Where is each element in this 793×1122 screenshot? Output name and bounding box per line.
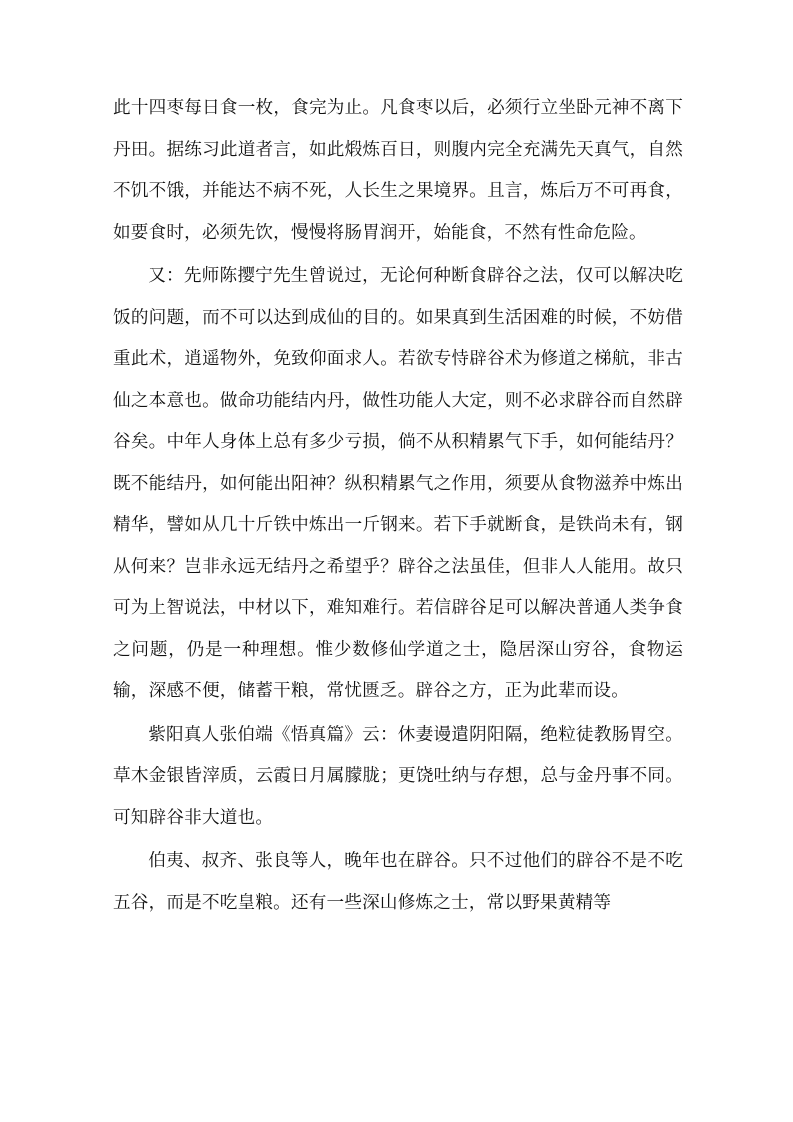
page-body — [113, 88, 683, 926]
paragraph: 此十四枣每日食一枚，食完为止。凡食枣以后，必须行立坐卧元神不离下丹田。据练习此道者言，如此煅炼百日，则腹内完全充满先天真气，自然不饥不饿，并能达不病不死，人长生之果境界。且言，炼后万不可再食，如要食时，必须先饮，慢慢将肠胃润开，始能食，不然有性命危险。 — [113, 98, 683, 243]
paragraph: 伯夷、叔齐、张良等人，晚年也在辟谷。只不过他们的辟谷不是不吃五谷，而是不吃皇粮。还有一些深山修炼之士，常以野果黄精等 — [113, 851, 683, 913]
paragraph: 又：先师陈撄宁先生曾说过，无论何种断食辟谷之法，仅可以解决吃饭的问题，而不可以达到成仙的目的。如果真到生活困难的时候，不妨借重此术，逍遥物外，免致仰面求人。若欲专恃辟谷术为修道之梯航，非古仙之本意也。做命功能结内丹，做性功能人大定，则不必求辟谷而自然辟谷矣。中年人身体上总有多少亏损，倘不从积精累气下手，如何能结丹？既不能结丹，如何能出阳神？纵积精累气之作用，须要从食物滋养中炼出精华，譬如从几十斤铁中炼出一斤钢来。若下手就断食，是铁尚未有，钢从何来？岂非永远无结丹之希望乎？辟谷之法虽佳，但非人人能用。故只可为上智说法，中材以下，难知难行。若信辟谷足可以解决普通人类争食之问题，仍是一种理想。惟少数修仙学道之士，隐居深山穷谷，食物运输，深感不便，储蓄干粮，常忧匮乏。辟谷之方，正为此辈而设。 — [113, 266, 683, 701]
paragraph: 紫阳真人张伯端《悟真篇》云：休妻谩遣阴阳隔，绝粒徒教肠胃空。草木金银皆滓质，云霞日月属朦胧；更饶吐纳与存想，总与金丹事不同。可知辟谷非大道也。 — [113, 724, 683, 828]
